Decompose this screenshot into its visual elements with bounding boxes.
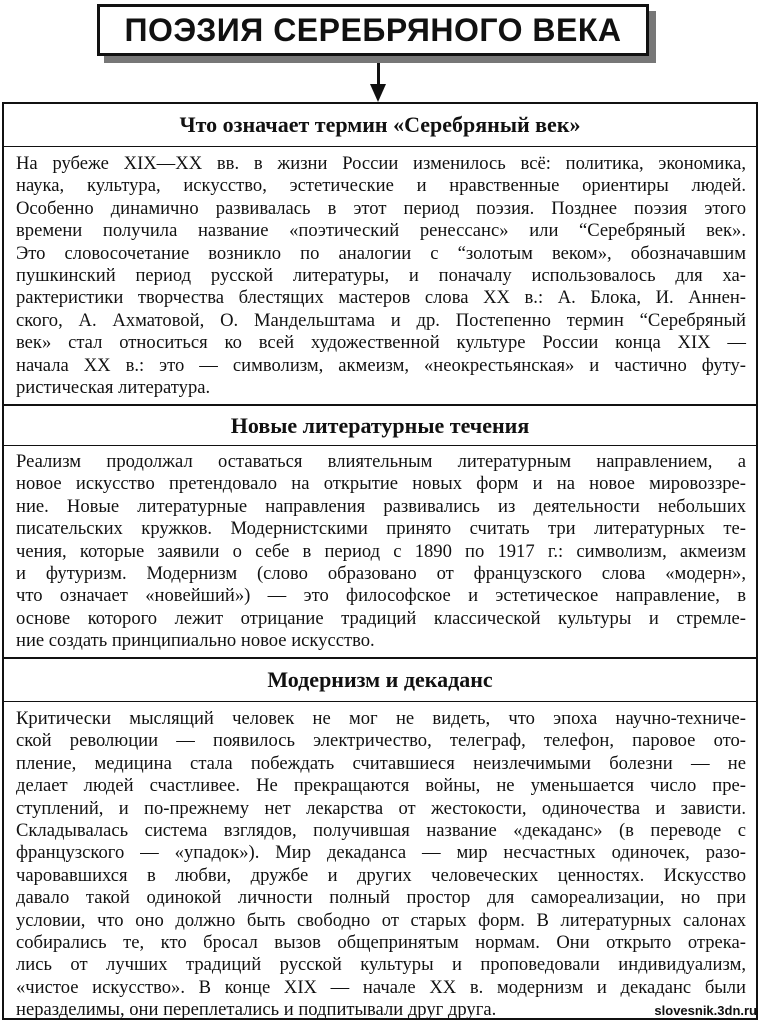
text-line: неразделимы, они переплетались и подпитывали друг друга. xyxy=(16,999,497,1021)
text-line: лись от лучших традиций русской культуры и проповедовали индивидуализм, xyxy=(16,954,746,976)
text-line: начала XX в.: это — символизм, акмеизм, «неокрестьянская» и частично футу- xyxy=(16,354,746,376)
text-line: пушкинский период русской литературы, и поначалу использовалось для ха- xyxy=(16,265,746,287)
section-body xyxy=(4,147,756,399)
text-line: ристическая литература. xyxy=(16,377,211,399)
text-line: времени получила название «поэтический ренессанс» или “Серебряный век». xyxy=(16,220,746,242)
section-heading: Что означает термин «Серебряный век» xyxy=(4,104,756,147)
text-line: век» стал относиться ко всей художественной культуре России конца XIX — xyxy=(16,332,746,354)
text-line: условии, что оно должно быть свободно от старых форм. В литературных салонах xyxy=(16,909,746,931)
text-line: делает людей счастливее. Не прекращаются войны, не уменьшается число пре- xyxy=(16,775,746,797)
text-line: На рубеже XIX—XX вв. в жизни России изменилось всё: политика, экономика, xyxy=(16,153,746,174)
text-line: ние создать принципиально новое искусство. xyxy=(16,630,375,652)
section-modernism-decadence xyxy=(4,659,756,1022)
text-line: Складывалась система взглядов, получившая название «декаданс» (в переводе с xyxy=(16,820,746,842)
text-line: ского, А. Ахматовой, О. Мандельштама и др. Постепенно термин “Серебряный xyxy=(16,309,746,331)
section-body xyxy=(4,446,756,653)
arrow-down-icon xyxy=(370,84,386,102)
text-line: новое искусство претендовало на открытие новых форм и на новое мировоззре- xyxy=(16,473,746,495)
page-title: ПОЭЗИЯ СЕРЕБРЯНОГО ВЕКА xyxy=(124,11,622,48)
section-silver-age-term xyxy=(4,104,756,399)
text-line: Это словосочетание возникло по аналогии с “золотым веком», обозначавшим xyxy=(16,242,746,264)
section-heading: Модернизм и декаданс xyxy=(4,659,756,702)
text-line: чения, которые заявили о себе в период с 1890 по 1917 г.: символизм, акмеизм xyxy=(16,540,746,562)
text-line: основе которого лежит отрицание традиций классической культуры и стремле- xyxy=(16,607,746,629)
text-line: Особенно динамично развивалась в этот период поэзия. Позднее поэзия этого xyxy=(16,197,746,219)
text-line: пление, медицина стала побеждать считавшиеся неизлечимыми болезни — не xyxy=(16,752,746,774)
text-line: давало такой одинокой личности полный простор для самореализации, но при xyxy=(16,887,746,909)
content-box xyxy=(2,102,758,1020)
section-heading: Новые литературные течения xyxy=(4,406,756,446)
section-new-movements xyxy=(4,406,756,653)
text-line: писательских кружков. Модернистскими принято считать три литературных те- xyxy=(16,518,746,540)
text-line: чаровавшихся в любви, дружбе и других человеческих ценностях. Искусство xyxy=(16,864,746,886)
text-line: ской революции — появилось электричество, телеграф, телефон, паровое ото- xyxy=(16,730,746,752)
text-line: собирались те, кто бросал вызов общепринятым нормам. Они открыто отрека- xyxy=(16,932,746,954)
text-line: и футуризм. Модернизм (слово образовано от французского слова «модерн», xyxy=(16,563,746,585)
text-line: ступлений, и по-прежнему нет лекарства от жестокости, одиночества и зависти. xyxy=(16,797,746,819)
text-line: наука, культура, искусство, эстетические и нравственные ориентиры людей. xyxy=(16,175,746,197)
text-line: французского — «упадок»). Мир декаданса — мир несчастных одиночек, разо- xyxy=(16,842,746,864)
text-line: Реализм продолжал оставаться влиятельным литературным направлением, а xyxy=(16,451,746,472)
text-line: ние. Новые литературные направления развивались из деятельности небольших xyxy=(16,495,746,517)
source-watermark: slovesnik.3dn.ru xyxy=(654,1003,757,1018)
text-line: Критически мыслящий человек не мог не видеть, что эпоха научно-техниче- xyxy=(16,708,746,729)
text-line: что означает «новейший») — это философское и эстетическое направление, в xyxy=(16,585,746,607)
text-line: «чистое искусство». В конце XIX — начале XX в. модернизм и декаданс были xyxy=(16,976,746,998)
section-body xyxy=(4,702,756,1022)
title-box xyxy=(97,4,649,56)
text-line: рактеристики творчества блестящих мастеров слова XX в.: А. Блока, И. Аннен- xyxy=(16,287,746,309)
